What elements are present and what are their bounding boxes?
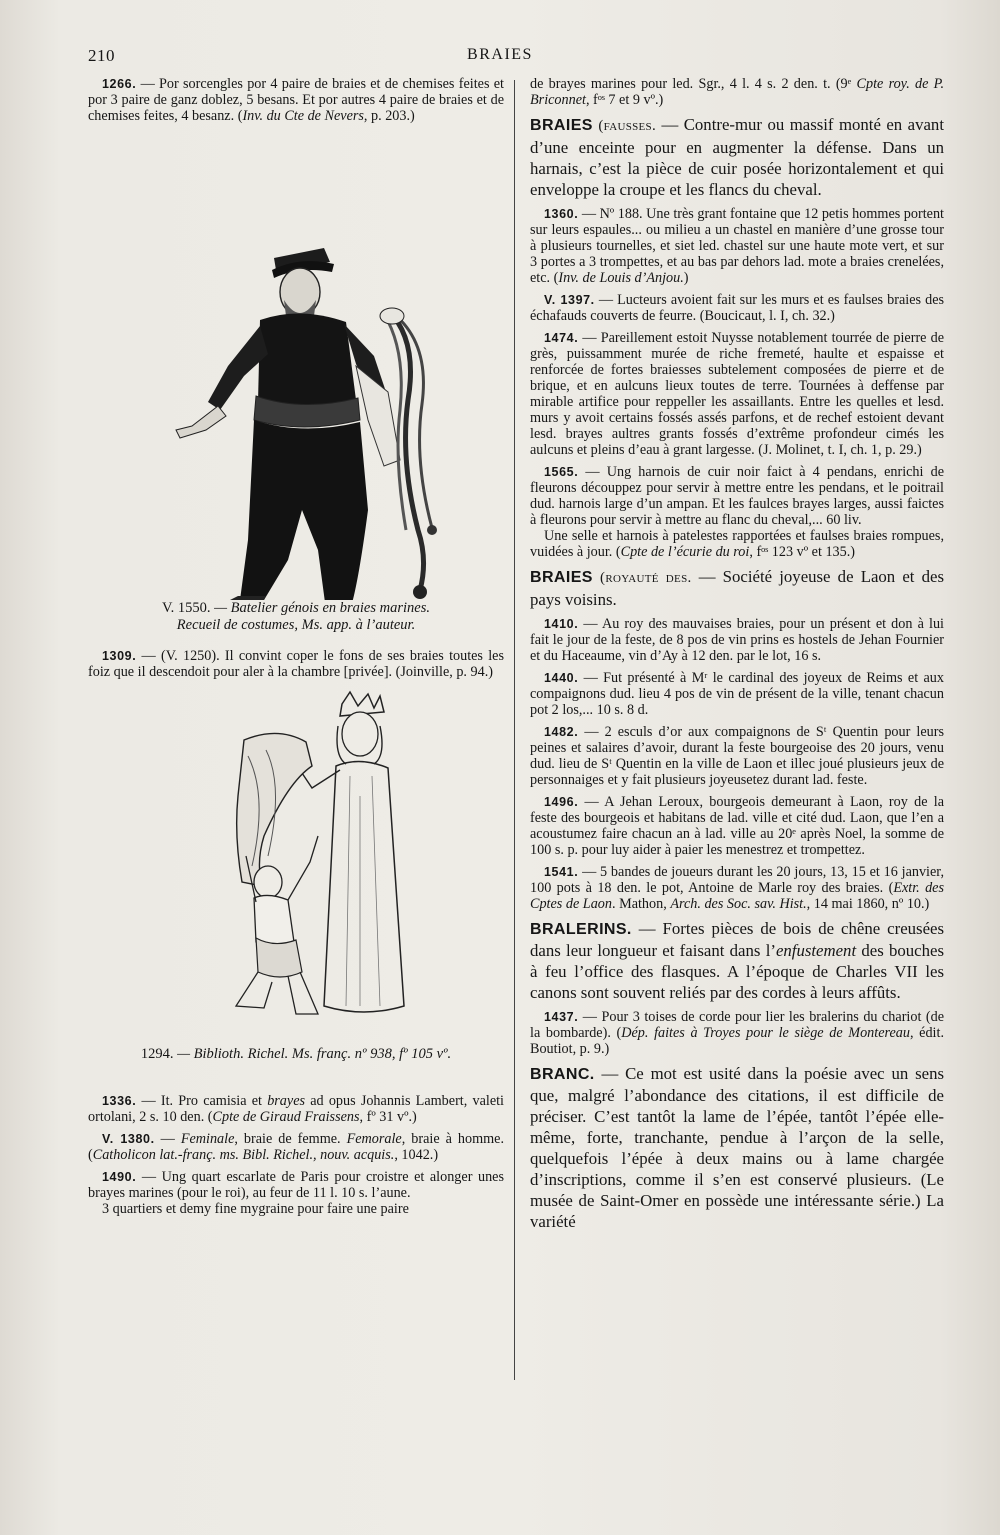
entry-1496: 1496. — A Jehan Leroux, bourgeois demeurant à Laon, roy de la feste des bourgeois et habitans de lad. ville et cité dud. Laon, que l’en a acoustumez faire chacun an à lad. ville au 20ᵉ après Noel, la somme de 100 s. p. pour luy aider à paier les menestrez et trompettez. [530,794,944,858]
entry-1565: 1565. — Ung harnois de cuir noir faict à 4 pendans, enrichi de fleurons découppez pour servir à mettre entre les pendans, et le poitrail dud. harnois large d’un ampan. Et les faulces brayes larges, aussi faictes à fleurons pour servir à mettre au flanc du cheval,... 60 liv. [530,464,944,528]
headword-bralerins: BRALERINS. — Fortes pièces de bois de chêne creusées dans leur longueur et faisant dans l’enfustement des bouches à feu l’office des flasques. A l’époque de Charles VII les canons sont souvent reliés par des cordes à leurs affûts. [530,919,944,1002]
braies-figure [88,686,504,1046]
entry-1565-continued: Une selle et harnois à patelestes rapportées et faulses braies rompues, vuidées à jour. (Cpte de l’écurie du roi, fᵒˢ 123 vº et 135.) [530,528,944,560]
entry-1266: 1266. — Por sorcengles por 4 paire de braies et de chemises feites et por 3 paire de ganz doblez, 5 besans. Et por autres 4 paire de braies et de chemises feites, 4 besanz. (Inv. du Cte de Nevers, p. 203.) [88,76,504,124]
left-column [88,76,504,1217]
entry-1397: V. 1397. — Lucteurs avoient fait sur les murs et es faulses braies des échafauds couverts de feurre. (Boucicaut, l. I, ch. 32.) [530,292,945,324]
headword-branc: BRANC. — Ce mot est usité dans la poésie avec un sens que, malgré l’abondance des citations, il est difficile de préciser. C’est tantôt la lame de l’épée, tantôt l’épée elle-même, forte, tranchante, pendue à l’arçon de la selle, quelquefois l’épée à deux mains ou à lame chargée d’inscriptions, comme il s’en est conservé plusieurs. (Le musée de Saint-Omer en possède une intéressante série.) La variété [530,1064,944,1231]
headword-braies-fausses: BRAIES (fausses. — Contre-mur ou massif monté en avant d’une enceinte pour en augmenter la défense. Dans un harnais, c’est la pièce de cuir posée horizontalement et qui enveloppe la croupe et les flancs du cheval. [530,115,944,199]
entry-1490-continued: 3 quartiers et demy fine mygraine pour faire une paire [102,1201,409,1217]
entry-1437: 1437. — Pour 3 toises de corde pour lier les bralerins du chariot (de la bombarde). (Dép. faites à Troyes pour le siège de Montereau, édit. Boutiot, p. 9.) [530,1009,944,1057]
page-number: 210 [88,46,115,65]
column-divider [514,80,515,1380]
entry-1474: 1474. — Pareillement estoit Nuysse notablement tourrée de pierre de grès, puissamment murée de riche fremeté, haulte et espaisse et renforcée de fortes braiesses subtelement composées de pierre et de brique, et en aulcuns lieux toutes de terre. Tournées à deffense par mirable artifice pour reppeller les assaillants. Entre les quelles et lesd. murs y avoit certains fossés assés parfons, et de rechef estoient devant lesd. brayes aultres grants fossés d’extrême profondeur cimés les aulcuns et pleins d’eau à grant largesse. (J. Molinet, t. I, ch. 1, p. 29.) [530,330,944,458]
figure-caption-1: V. 1550. — Batelier génois en braies marines. [162,600,430,616]
entry-1490: 1490. — Ung quart escarlate de Paris pour croistre et alonger unes brayes marines (pour le roi), au feur de 11 l. 10 s. l’aune. [88,1169,504,1201]
figure-caption-2: 1294. — Biblioth. Richel. Ms. franç. nº 938, fº 105 vº. [140,1046,452,1062]
headword-braies-royaute: BRAIES (royauté des. — Société joyeuse de Laon et des pays voisins. [530,567,945,609]
entry-continued: de brayes marines pour led. Sgr., 4 l. 4 s. 2 den. t. (9ᵉ Cpte roy. de P. Briconnet, fᵒˢ 7 et 9 vº.) [530,76,945,108]
entry-1360: 1360. — Nº 188. Une très grant fontaine que 12 petis hommes portent sur leurs espaules... ou milieu a un chastel en manière d’une grosse tour à plusieurs tournelles, et siet led. chastel sur une haute mote vert, et sur 3 portes a 3 trompettes, et au bas par dehors lad. mote a braies crenelées, etc. (Inv. de Louis d’Anjou.) [530,206,944,286]
running-title: BRAIES [467,46,533,63]
figure-caption-1-source: Recueil de costumes, Ms. app. à l’auteur. [176,617,416,633]
boatman-figure [88,130,504,600]
entry-1336: 1336. — It. Pro camisia et brayes ad opus Johannis Lambert, valeti ortolani, 2 s. 10 den. (Cpte de Giraud Fraissens, fº 31 vº.) [88,1093,504,1125]
right-column [530,76,944,1238]
entry-1410: 1410. — Au roy des mauvaises braies, pour un présent et don à lui fait le jour de la feste, de 8 pos de vin prins es hostels de Jehan Fournier et du Haceaume, vin d’Ay à 12 den. par le lot, 16 s. [530,616,944,664]
page-header [0,40,1000,70]
entry-1380: V. 1380. — Feminale, braie de femme. Femorale, braie à homme. (Catholicon lat.-franç. ms. Bibl. Richel., nouv. acquis., 1042.) [88,1131,504,1163]
entry-1309: 1309. — (V. 1250). Il convint coper le fons de ses braies toutes les foiz que il descendoit pour aler à la chambre [privée]. (Joinville, p. 94.) [88,648,504,680]
entry-1482: 1482. — 2 esculs d’or aux compaignons de Sᵗ Quentin pour leurs peines et salaires d’avoir, durant la feste bourgeoise des 20 jours, venu dud. lieu de Sᵗ Quentin en la ville de Laon et illec joué plusieurs jeux de personnaiges et y fait plusieurs joyeusetez durant lad. feste. [530,724,944,788]
entry-1440: 1440. — Fut présenté à Mʳ le cardinal des joyeux de Reims et aux compaignons dud. lieu 4 pos de vin de présent de la ville, tenant chacun pot 2 los,... 10 s. 8 d. [530,670,944,718]
entry-1541: 1541. — 5 bandes de joueurs durant les 20 jours, 13, 15 et 16 janvier, 100 pots à 18 den. le pot, Antoine de Marle roy des braies. (Extr. des Cptes de Laon. Mathon, Arch. des Soc. sav. Hist., 14 mai 1860, nº 10.) [530,864,944,912]
